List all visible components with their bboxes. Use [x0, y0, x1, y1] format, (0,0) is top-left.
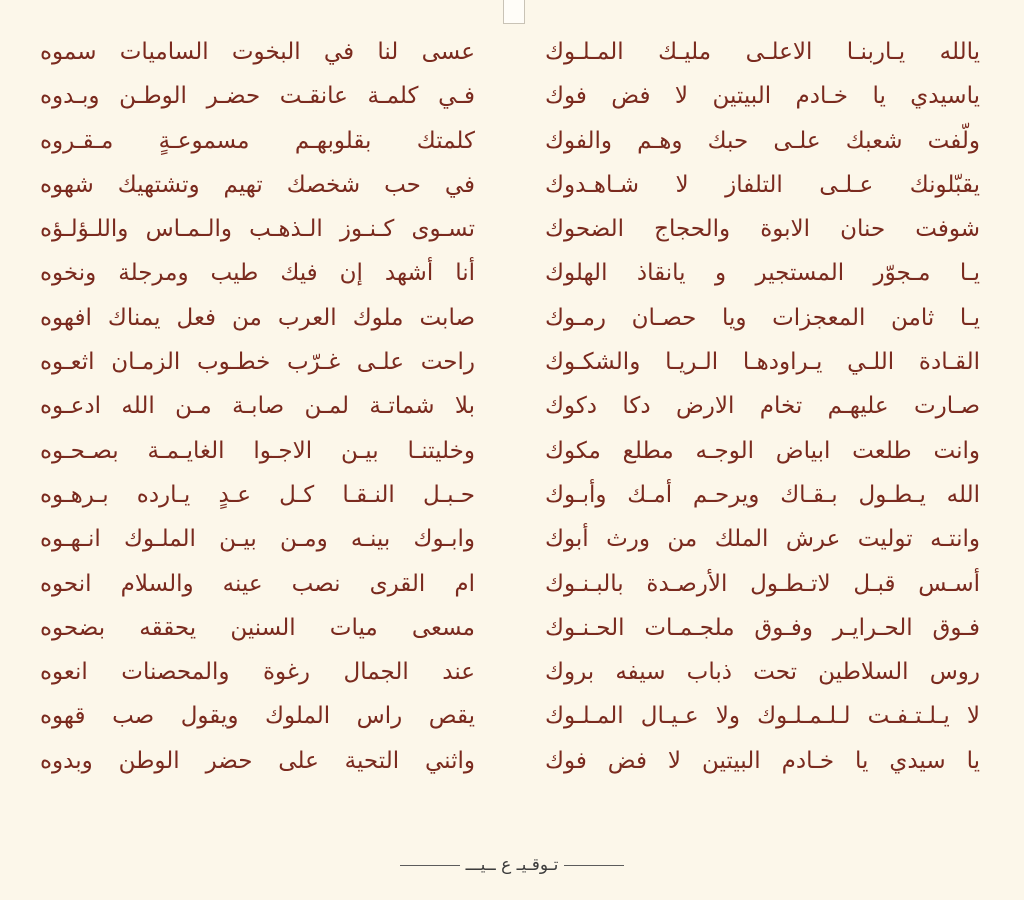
verse-line: فـوق الحـرايـر وفـوق ملجـمـات الحـنـوك: [545, 614, 980, 641]
verse-line: مسعى ميات السنين يحققه بضحوه: [40, 614, 475, 641]
footer-divider-left: [564, 865, 624, 866]
verse-line: وانت طلعت ابياض الوجـه مطلع مكوك: [545, 437, 980, 464]
verse-line: يالله يـاربنـا الاعلـى مليـك المـلـوك: [545, 39, 980, 65]
verse-line: كلمتك بقلوبهـم مسموعـةٍ مـقـروه: [40, 127, 475, 154]
verse-line: في حب شخصك تهيم وتشتهيك شهوه: [40, 171, 475, 198]
verse-line: يقص راس الملوك ويقول صب قهوه: [40, 703, 475, 730]
verse-line: يـا مـجوّر المستجير و يانقاذ الهلوك: [545, 260, 980, 287]
verse-line: عند الجمال رغوة والمحصنات انعوه: [40, 659, 475, 686]
verse-line: القـادة اللـي يـراودهـا الـريـا والشكـوك: [545, 349, 980, 376]
verse-line: صابت ملوك العرب من فعل يمناك افهوه: [40, 304, 475, 331]
verse-line: وانتـه توليت عرش الملك من ورث أبوك: [545, 526, 980, 553]
verse-line: صـارت عليهـم تخام الارض دكا دكوك: [545, 393, 980, 420]
verse-line: ولّفت شعبك علـى حبك وهـم والفوك: [545, 127, 980, 154]
verse-line: وابـوك بينـه ومـن بيـن الملـوك انـهـوه: [40, 526, 475, 553]
verse-line: روس السلاطين تحت ذباب سيفه بروك: [545, 659, 980, 686]
verse-line: يقبّلونك عـلـى التلفاز لا شـاهـدوك: [545, 171, 980, 198]
bookmark-ribbon: [503, 0, 525, 24]
verse-line: تسـوى كـنـوز الـذهـب والـمـاس واللـؤلـؤه: [40, 216, 475, 243]
verse-line: حـبـل النـقـا كـل عـدٍ يـارده بـرهـوه: [40, 481, 475, 508]
poem-column-left: [40, 30, 475, 783]
verse-line: عسى لنا في البخوت الساميات سموه: [40, 39, 475, 65]
verse-line: يـا ثامن المعجزات ويا حصـان رمـوك: [545, 304, 980, 331]
signature-text: تـوقـيـ ع ــيـــ: [465, 855, 559, 875]
poem-column-right: [545, 30, 980, 783]
verse-line: وخليتنـا بيـن الاجـوا الغايـمـة بصـحـوه: [40, 437, 475, 464]
verse-line: أنا أشهد إن فيك طيب ومرجلة ونخوه: [40, 260, 475, 287]
verse-line: الله يـطـول بـقـاك ويرحـم أمـك وأبـوك: [545, 481, 980, 508]
verse-line: شوفت حنان الابوة والحجاج الضحوك: [545, 216, 980, 243]
verse-line: أسـس قبـل لاتـطـول الأرصـدة بالبـنـوك: [545, 570, 980, 597]
signature-footer: [400, 850, 624, 880]
verse-line: فـي كلمـة عانقـت حضـر الوطـن وبـدوه: [40, 83, 475, 110]
verse-line: ياسيدي يا خـادم البيتين لا فض فوك: [545, 83, 980, 110]
footer-divider-right: [400, 865, 460, 866]
verse-line: يا سيدي يا خـادم البيتين لا فض فوك: [545, 747, 980, 774]
verse-line: واثني التحية على حضر الوطن وبدوه: [40, 747, 475, 774]
verse-line: بلا شماتـة لمـن صابـة مـن الله ادعـوه: [40, 393, 475, 420]
verse-line: ام القرى نصب عينه والسلام انحوه: [40, 570, 475, 597]
verse-line: راحت علـى غـرّب خطـوب الزمـان اثعـوه: [40, 349, 475, 376]
verse-line: لا يـلـتـفـت لـلـمـلـوك ولا عـيـال المـلـوك: [545, 703, 980, 730]
